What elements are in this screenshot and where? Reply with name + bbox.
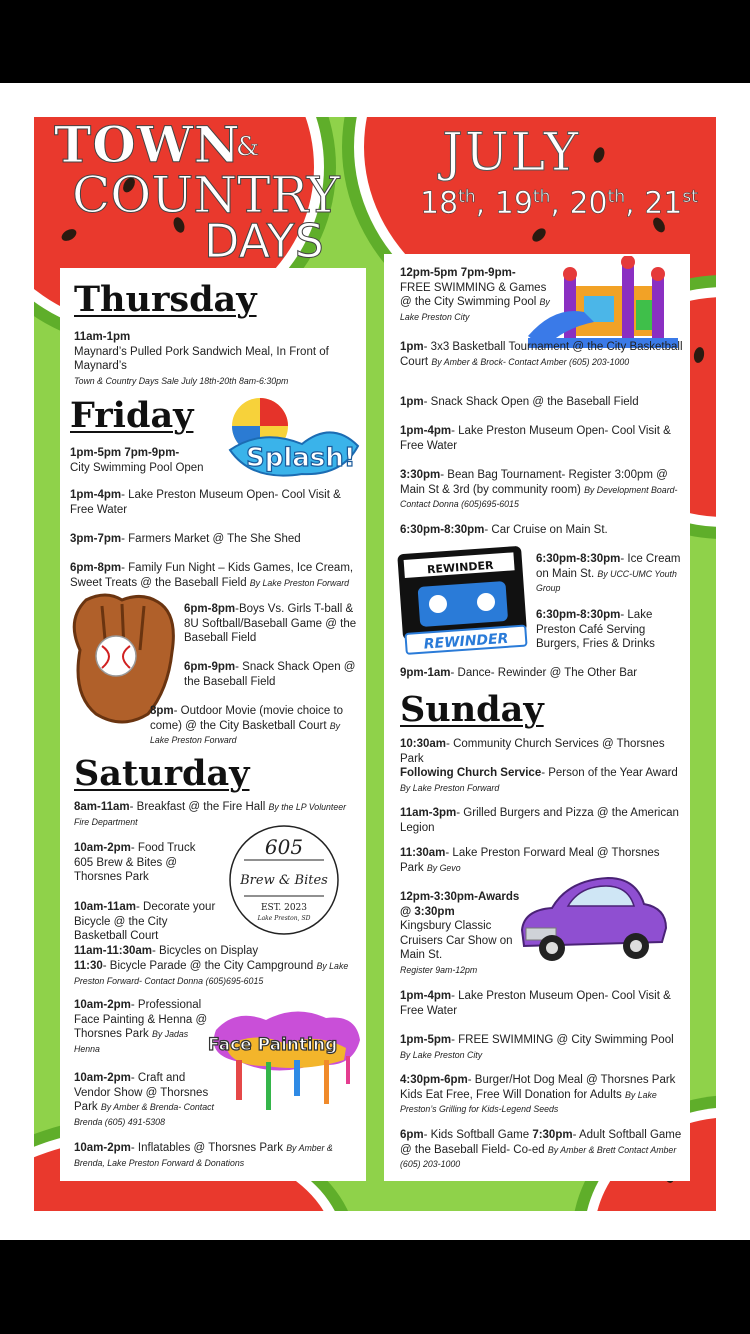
title-town: TOWN — [54, 115, 241, 174]
event-friday-4: 6pm-8pm- Family Fun Night – Kids Games, Ice Cream, Sweet Treats @ the Baseball Field By Lake Preston Forward — [70, 562, 354, 589]
face-painting-splash-icon — [196, 1000, 364, 1116]
event-saturday-r3: 1pm- Snack Shack Open @ the Baseball Field — [400, 396, 639, 408]
title-month: JULY — [442, 123, 581, 183]
title-ampersand: & — [236, 132, 260, 162]
event-saturday-8: 10am-2pm- Inflatables @ Thorsnes Park By Amber & Brenda, Lake Preston Forward & Donations — [74, 1142, 333, 1168]
event-friday-3: 3pm-7pm- Farmers Market @ The She Shed — [70, 533, 301, 545]
rewinder-label-text: REWINDER — [426, 558, 494, 577]
heading-sunday: Sunday — [400, 689, 544, 730]
brew-logo-name: Brew & Bites — [240, 873, 328, 888]
event-friday-7: 8pm- Outdoor Movie (movie choice to come) @ the City Basketball Court By Lake Preston Forward — [150, 705, 344, 745]
classic-car-icon — [512, 866, 670, 970]
brew-logo-number: 605 — [264, 835, 304, 859]
event-saturday-5: 11:30- Bicycle Parade @ the City Campground By Lake Preston Forward- Contact Donna (605)695-6015 — [74, 960, 349, 986]
event-sunday-5: 12pm-3:30pm-Awards @ 3:30pm Kingsbury Classic Cruisers Car Show on Main St. Register 9am-12pm — [400, 891, 520, 975]
face-painting-text: Face Painting — [208, 1035, 338, 1055]
event-sunday-8: 4:30pm-6pm- Burger/Hot Dog Meal @ Thorsnes Park Kids Eat Free, Free Will Donation for Adults By Lake Preston’s Grilling for Kids-Legend Seeds — [400, 1074, 676, 1114]
event-sunday-9: 6pm- Kids Softball Game 7:30pm- Adult Softball Game @ the Baseball Field- Co-ed By Amber & Brett Contact Amber (605) 203-1000 — [400, 1129, 682, 1169]
brew-logo-location: Lake Preston, SD — [257, 915, 311, 922]
event-sunday-1: 10:30am- Community Church Services @ Thorsnes Park — [400, 738, 665, 765]
rewinder-cassette-logo — [396, 546, 532, 658]
title-dates: 18th, 19th, 20th, 21st — [420, 186, 698, 221]
splash-beach-ball-icon — [222, 390, 362, 486]
event-saturday-r2: 1pm- 3x3 Basketball Tournament @ the City Basketball Court By Amber & Brock- Contact Amber (605) 203-1000 — [400, 341, 683, 368]
event-saturday-4: 11am-11:30am- Bicycles on Display — [74, 945, 259, 957]
bounce-house-icon — [524, 256, 680, 352]
event-saturday-r7: 6:30pm-8:30pm- Ice Cream on Main St. By UCC-UMC Youth Group — [536, 553, 681, 593]
rewinder-banner-text: REWINDER — [423, 630, 509, 653]
heading-saturday: Saturday — [74, 753, 250, 794]
event-saturday-r8: 6:30pm-8:30pm- Lake Preston Café Serving Burgers, Fries & Drinks — [536, 609, 655, 650]
title-days: DAYS — [204, 214, 324, 268]
event-saturday-r1: 12pm-5pm 7pm-9pm- FREE SWIMMING & Games @ the City Swimming Pool By Lake Preston City — [400, 267, 550, 322]
event-saturday-7: 10am-2pm- Craft and Vendor Show @ Thorsnes Park By Amber & Brenda- Contact Brenda (605) 491-5308 — [74, 1072, 214, 1127]
event-friday-1: 1pm-5pm 7pm-9pm- City Swimming Pool Open — [70, 447, 204, 474]
event-thursday-1: 11am-1pm Maynard’s Pulled Pork Sandwich Meal, In Front of Maynard’s Town & Country Days Sale July 18th-20th 8am-6:30pm — [74, 331, 329, 386]
event-friday-5: 6pm-8pm-Boys Vs. Girls T-ball & 8U Softball/Baseball Game @ the Baseball Field — [184, 603, 357, 644]
event-sunday-2: Following Church Service- Person of the Year Award By Lake Preston Forward — [400, 767, 678, 793]
event-saturday-1: 8am-11am- Breakfast @ the Fire Hall By the LP Volunteer Fire Department — [74, 801, 347, 827]
event-friday-6: 6pm-9pm- Snack Shack Open @ the Baseball Field — [184, 661, 356, 688]
title-country: COUNTRY — [72, 166, 340, 224]
event-saturday-r6: 6:30pm-8:30pm- Car Cruise on Main St. — [400, 524, 608, 536]
event-sunday-6: 1pm-4pm- Lake Preston Museum Open- Cool Visit & Free Water — [400, 990, 671, 1017]
brew-logo-est: EST. 2023 — [260, 903, 308, 913]
event-friday-2: 1pm-4pm- Lake Preston Museum Open- Cool Visit & Free Water — [70, 489, 341, 516]
event-sunday-3: 11am-3pm- Grilled Burgers and Pizza @ the American Legion — [400, 807, 679, 834]
heading-thursday: Thursday — [74, 279, 257, 320]
event-saturday-r5: 3:30pm- Bean Bag Tournament- Register 3:00pm @ Main St & 3rd (by community room) By Development Board-Contact Donna (605)695-6015 — [400, 469, 678, 509]
event-sunday-7: 1pm-5pm- FREE SWIMMING @ City Swimming Pool By Lake Preston City — [400, 1034, 674, 1060]
event-sunday-4: 11:30am- Lake Preston Forward Meal @ Thorsnes Park By Gevo — [400, 847, 660, 874]
event-saturday-6: 10am-2pm- Professional Face Painting & Henna @ Thorsnes Park By Jadas Henna — [74, 999, 208, 1054]
splash-text: Splash! — [246, 443, 356, 473]
event-saturday-r9: 9pm-1am- Dance- Rewinder @ The Other Bar — [400, 667, 638, 679]
brew-bites-logo — [226, 824, 342, 936]
heading-friday: Friday — [70, 395, 194, 436]
event-saturday-3: 10am-11am- Decorate your Bicycle @ the City Basketball Court — [74, 901, 216, 942]
event-saturday-2: 10am-2pm- Food Truck 605 Brew & Bites @ Thorsnes Park — [74, 842, 196, 883]
event-saturday-r4: 1pm-4pm- Lake Preston Museum Open- Cool Visit & Free Water — [400, 425, 671, 452]
